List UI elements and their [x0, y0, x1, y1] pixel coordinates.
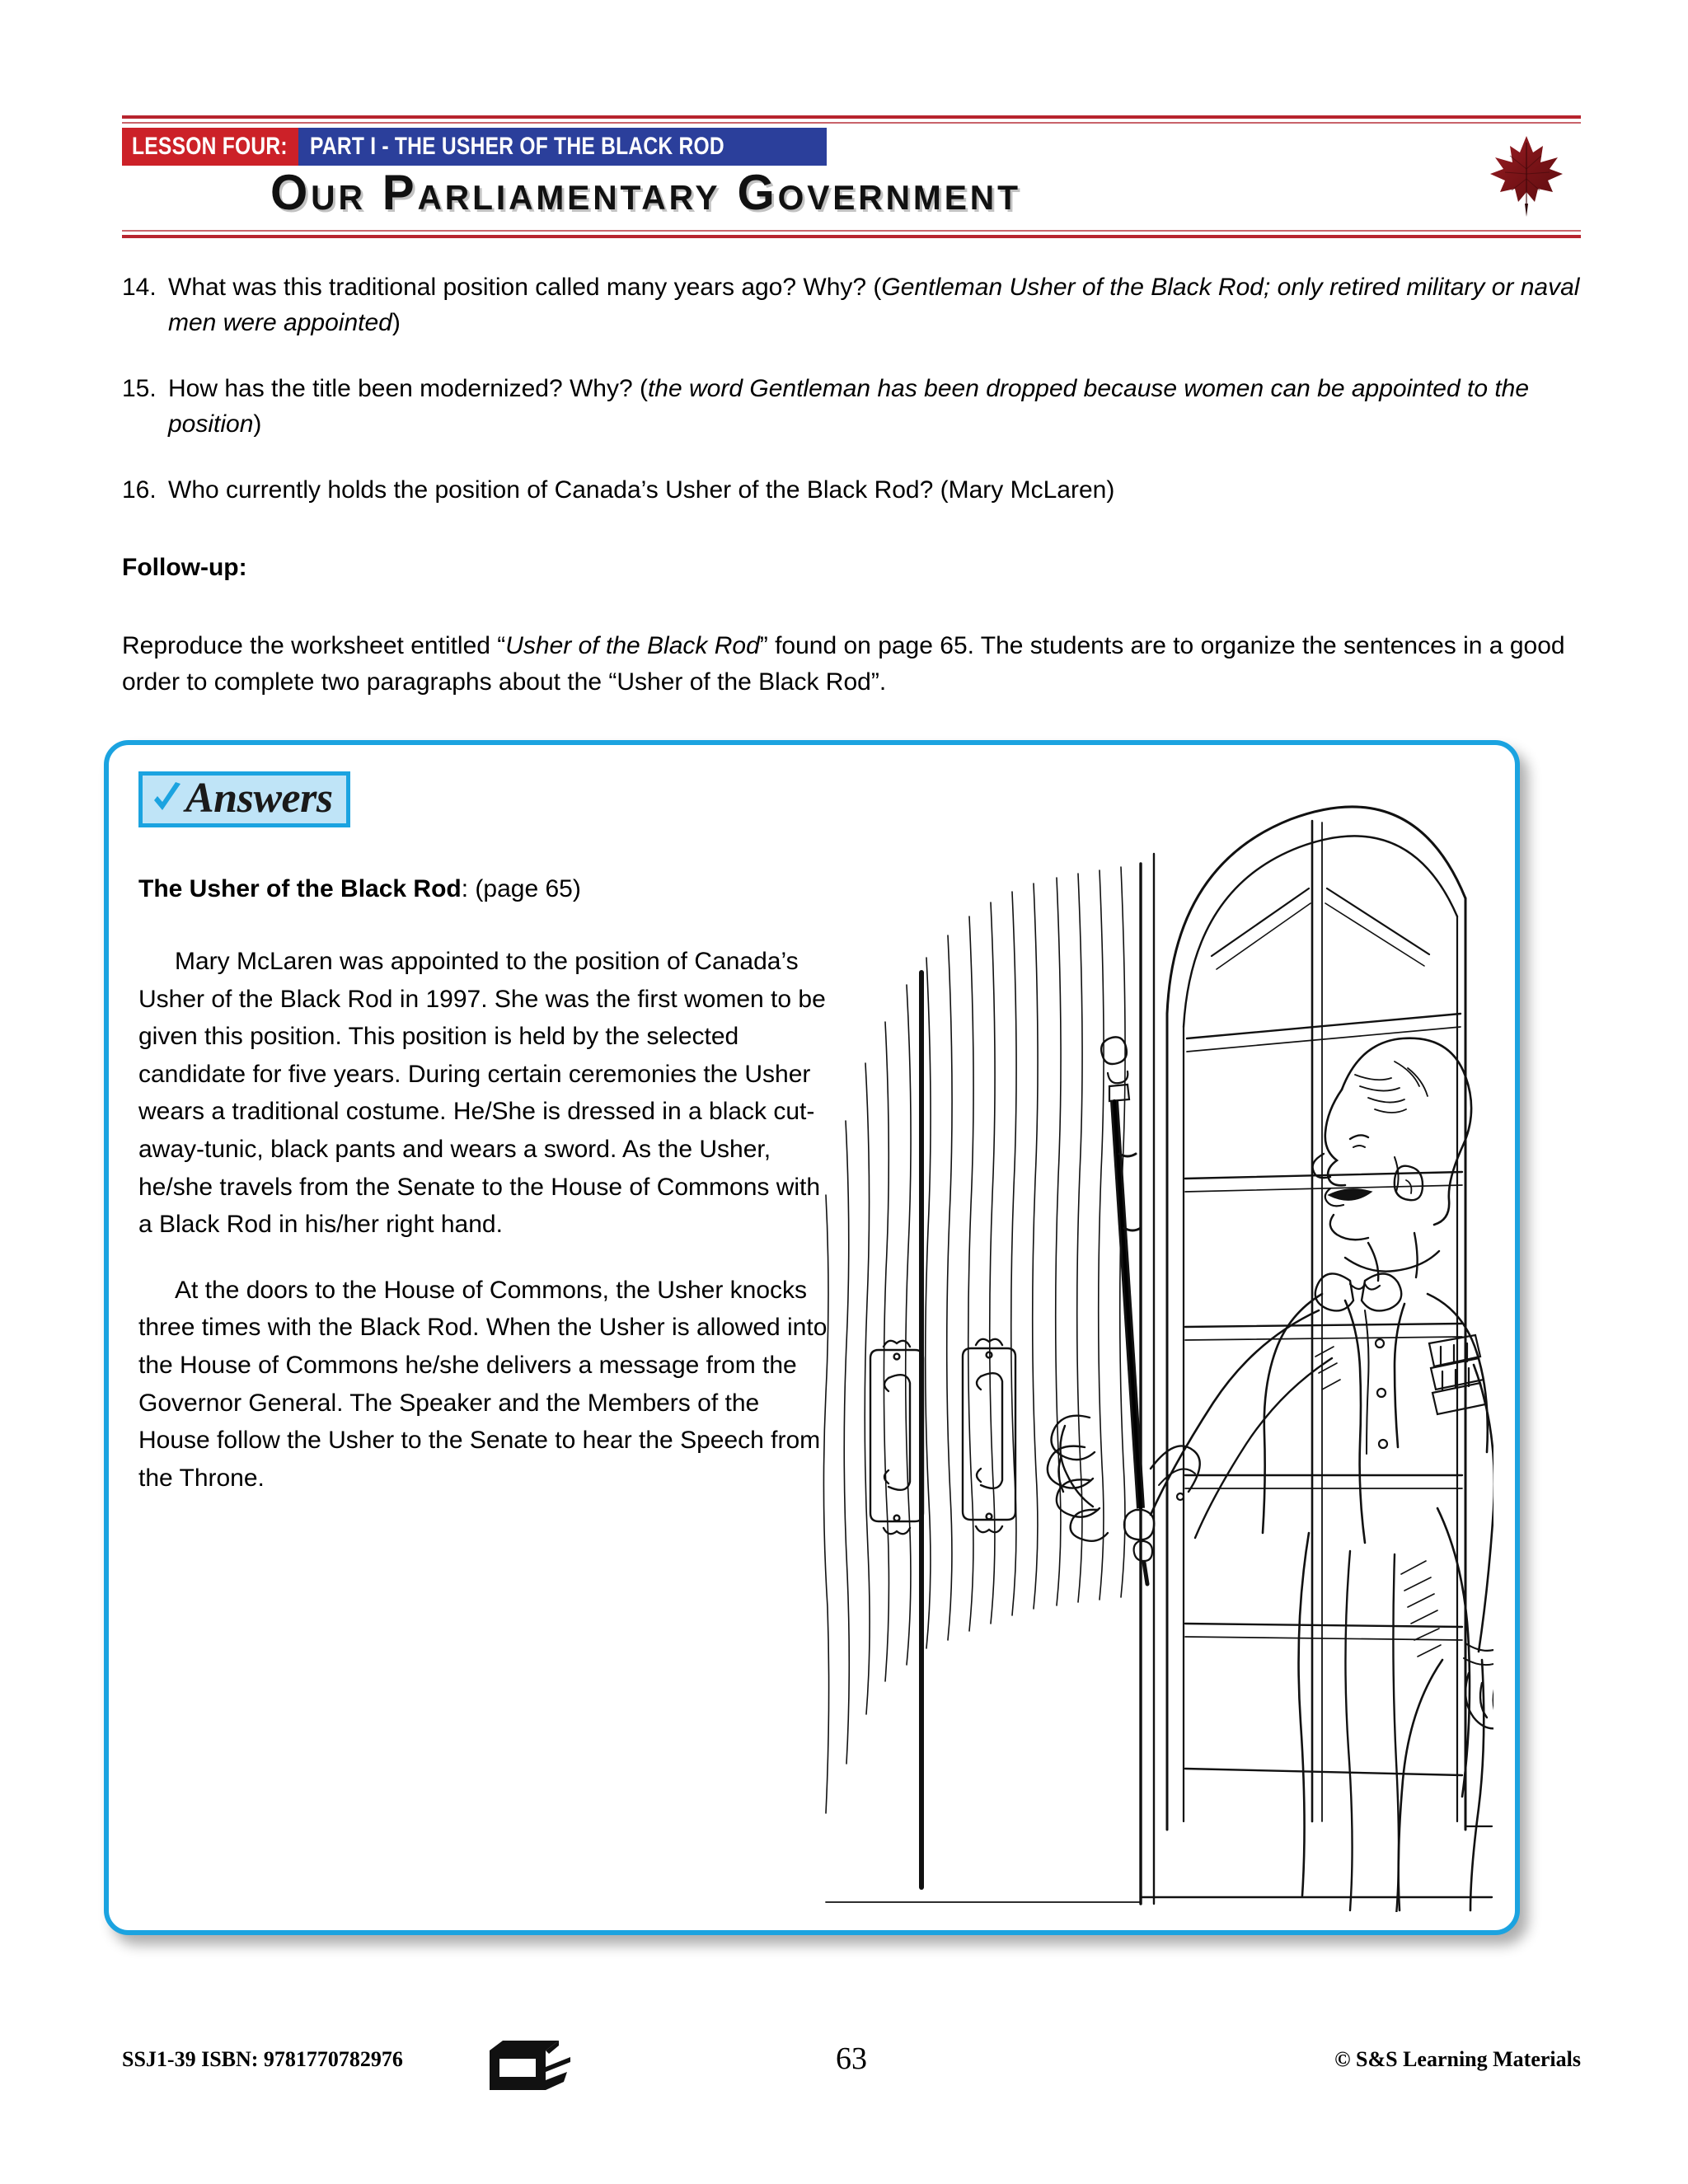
header-tags	[122, 128, 1581, 166]
question-text	[168, 473, 1581, 509]
followup-part2: ” found on page 65. The students are to organize the sentences in a good order to complete two paragraphs about the “Usher of the Black Rod”.	[122, 632, 1565, 696]
answer-paragraph: Mary McLaren was appointed to the position of Canada’s Usher of the Black Rod in 1997. She was the first women to be given this position. This position is held by the selected candidate for five years. During certain ceremonies the Usher wears a traditional costume. He/She is dressed in a black cut-away-tunic, black pants and wears a sword. As the Usher, he/she travels from the Senate to the House of Commons with a Black Rod in his/her right hand.	[138, 948, 826, 1239]
page-title: Our Parliamentary Government	[270, 165, 1021, 220]
questions-list	[122, 270, 1581, 540]
part-tag-label: PART I - THE USHER OF THE BLACK ROD	[310, 133, 724, 160]
question-item	[122, 473, 1581, 509]
footer-copyright: © S&S Learning Materials	[1334, 2047, 1581, 2071]
page-footer	[122, 2041, 1581, 2090]
header-rule-bottom	[122, 235, 1581, 238]
question-prompt: What was this traditional position called many years ago? Why? (	[168, 274, 882, 301]
answers-heading-page: : (page 65)	[461, 875, 581, 902]
answers-body	[138, 943, 829, 1525]
usher-of-the-black-rod-illustration	[818, 766, 1493, 1912]
part-tag	[298, 128, 827, 166]
followup-title-italic: Usher of the Black Rod	[505, 632, 760, 659]
followup-label: Follow-up:	[122, 554, 247, 581]
answers-badge	[138, 771, 350, 827]
answers-heading-title: The Usher of the Black Rod	[138, 875, 462, 902]
question-text	[168, 270, 1581, 340]
page-header	[122, 115, 1581, 238]
question-item	[122, 372, 1581, 442]
answers-badge-label: Answers	[185, 775, 333, 822]
question-text	[168, 372, 1581, 442]
answers-panel	[104, 740, 1520, 1935]
followup-text	[122, 628, 1589, 700]
header-rule-bottom-group	[122, 230, 1581, 238]
question-prompt: How has the title been modernized? Why? (	[168, 375, 648, 403]
footer-isbn: SSJ1-39 ISBN: 9781770782976	[122, 2047, 403, 2071]
lesson-tag-label: LESSON FOUR:	[132, 133, 288, 160]
question-number: 14.	[122, 274, 157, 301]
question-paren-close: )	[392, 308, 401, 336]
page-number: 63	[836, 2041, 867, 2076]
question-number: 16.	[122, 476, 157, 504]
maple-leaf-icon	[1487, 131, 1566, 223]
question-paren-close: )	[253, 410, 262, 438]
question-prompt: Who currently holds the position of Canada’s Usher of the Black Rod? (Mary McLaren)	[168, 476, 1115, 504]
followup-part1: Reproduce the worksheet entitled “	[122, 632, 506, 659]
check-mark-icon	[151, 780, 184, 817]
header-rule-hair	[122, 122, 1581, 124]
question-number: 15.	[122, 375, 157, 403]
title-row	[122, 167, 1581, 227]
question-answer: Gentleman Usher of the Black Rod; only retired military or naval men were appointed	[168, 274, 1580, 336]
question-answer: the word Gentleman has been dropped because women can be appointed to the position	[168, 375, 1530, 438]
answer-paragraph: At the doors to the House of Commons, the Usher knocks three times with the Black Rod. When the Usher is allowed into the House of Commons he/she delivers a message from the Governor General. The Speaker and the Members of the House follow the Usher to the Senate to hear the Speech from the Throne.	[138, 1276, 828, 1492]
question-item	[122, 270, 1581, 340]
answers-heading	[138, 875, 581, 903]
